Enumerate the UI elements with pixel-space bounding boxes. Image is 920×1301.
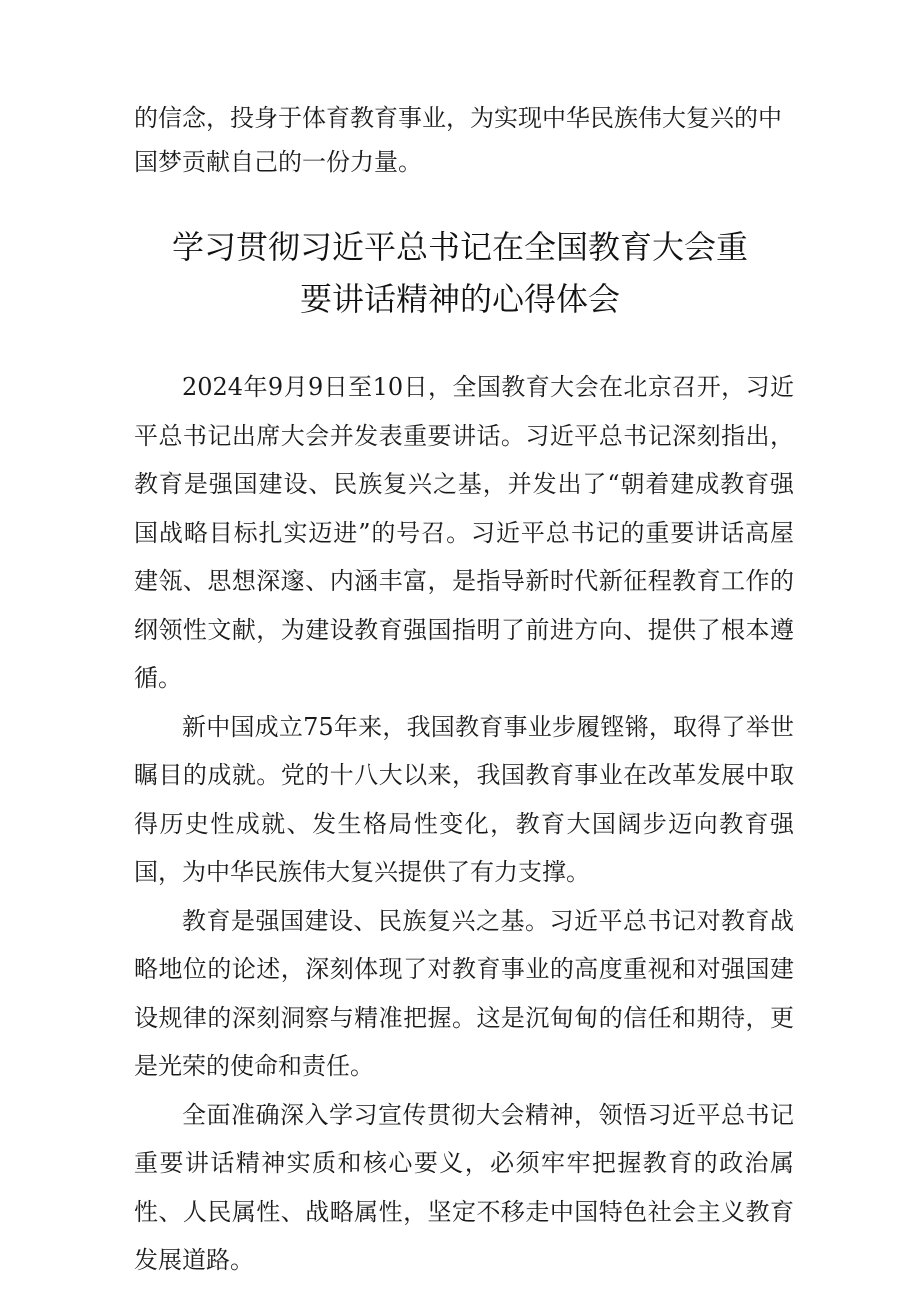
article-title <box>150 221 770 325</box>
body-paragraph-4: 全面准确深入学习宣传贯彻大会精神，领悟习近平总书记重要讲话精神实质和核心要义，必须牢牢把握教育的政治属性、人民属性、战略属性，坚定不移走中国特色社会主义教育发展道路。 <box>134 1100 794 1274</box>
body-paragraph-3: 教育是强国建设、民族复兴之基。习近平总书记对教育战略地位的论述，深刻体现了对教育事业的高度重视和对强国建设规律的深刻洞察与精准把握。这是沉甸甸的信任和期待，更是光荣的使命和责任。 <box>134 906 794 1080</box>
article-title-line-2: 要讲话精神的心得体会 <box>299 280 620 318</box>
article-body <box>134 363 794 1285</box>
body-paragraph-2: 新中国成立75年来，我国教育事业步履铿锵，取得了举世瞩目的成就。党的十八大以来，我国教育事业在改革发展中取得历史性成就、发生格局性变化，教育大国阔步迈向教育强国，为中华民族伟大复兴提供了有力支撑。 <box>134 712 794 886</box>
article-title-line-1: 学习贯彻习近平总书记在全国教育大会重 <box>171 228 748 266</box>
continuation-paragraph: 的信念，投身于体育教育事业，为实现中华民族伟大复兴的中国梦贡献自己的一份力量。 <box>134 104 782 176</box>
body-paragraph-1: 2024年9月9日至10日，全国教育大会在北京召开，习近平总书记出席大会并发表重要讲话。习近平总书记深刻指出，教育是强国建设、民族复兴之基，并发出了“朝着建成教育强国战略目标扎实迈进”的号召。习近平总书记的重要讲话高屋建瓴、思想深邃、内涵丰富，是指导新时代新征程教育工作的纲领性文献，为建设教育强国指明了前进方向、提供了根本遵循。 <box>134 373 794 692</box>
